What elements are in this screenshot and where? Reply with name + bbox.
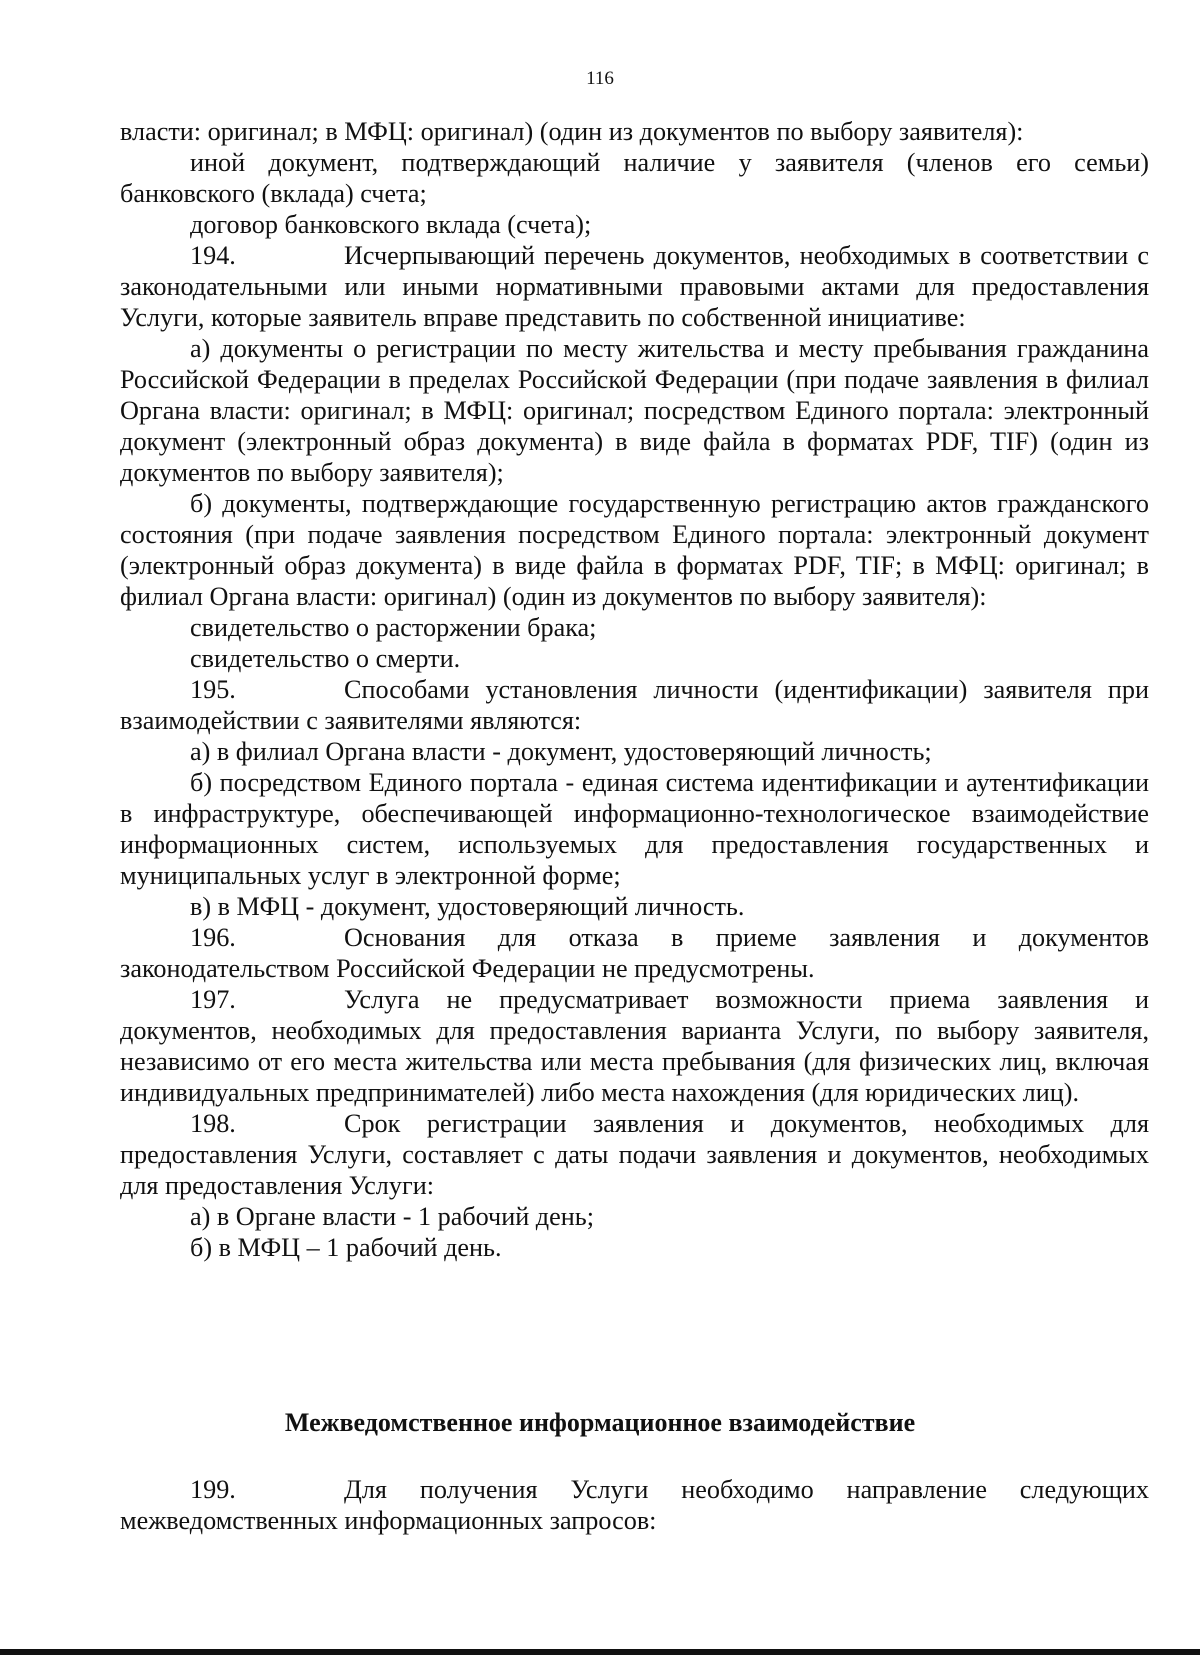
- numbered-paragraph-198: [120, 1108, 1149, 1201]
- paragraph-number: 199.: [190, 1475, 236, 1504]
- paragraph-text: Срок регистрации заявления и документов, необходимых для предоставления Услуги, составляет с даты подачи заявления и документов, необходимых для предоставления Услуги:: [120, 1109, 1149, 1200]
- paragraph: свидетельство о смерти.: [190, 644, 461, 673]
- paragraph: б) посредством Единого портала - единая система идентификации и аутентификации в инфраструктуре, обеспечивающей информационно-технологическое взаимодействие информационных систем, используемых для предоставления государственных и муниципальных услуг в электронной форме;: [120, 768, 1149, 890]
- body-text: [120, 116, 1149, 1263]
- section-heading: Межведомственное информационное взаимодействие: [284, 1408, 916, 1437]
- paragraph: в) в МФЦ - документ, удостоверяющий личность.: [190, 892, 745, 921]
- paragraph-number: 198.: [190, 1109, 236, 1138]
- paragraph-text: Для получения Услуги необходимо направление следующих межведомственных информационных запросов:: [120, 1475, 1149, 1535]
- paragraph: свидетельство о расторжении брака;: [190, 613, 597, 642]
- paragraph-number: 195.: [190, 675, 236, 704]
- paragraph: а) документы о регистрации по месту жительства и месту пребывания гражданина Российской Федерации в пределах Российской Федерации (при подаче заявления в филиал Органа власти: оригинал; в МФЦ: оригинал; посредством Единого портала: электронный документ (электронный образ документа) в виде файла в форматах PDF, TIF) (один из документов по выбору заявителя);: [120, 334, 1149, 487]
- numbered-paragraph-197: [120, 984, 1149, 1108]
- paragraph: власти: оригинал; в МФЦ: оригинал) (один из документов по выбору заявителя):: [120, 117, 1024, 146]
- numbered-paragraph-196: [120, 922, 1149, 984]
- paragraph: а) в филиал Органа власти - документ, удостоверяющий личность;: [190, 737, 932, 766]
- scan-bottom-edge: [0, 1649, 1200, 1655]
- paragraph: б) в МФЦ – 1 рабочий день.: [190, 1233, 502, 1262]
- paragraph: б) документы, подтверждающие государственную регистрацию актов гражданского состояния (при подаче заявления посредством Единого портала: электронный документ (электронный образ документа) в виде файла в форматах PDF, TIF; в МФЦ: оригинал; в филиал Органа власти: оригинал) (один из документов по выбору заявителя):: [120, 489, 1149, 611]
- paragraph-text: Исчерпывающий перечень документов, необходимых в соответствии с законодательными или иными нормативными правовыми актами для предоставления Услуги, которые заявитель вправе представить по собственной инициативе:: [120, 241, 1149, 332]
- paragraph-text: Способами установления личности (идентификации) заявителя при взаимодействии с заявителями являются:: [120, 675, 1149, 735]
- paragraph-text: Услуга не предусматривает возможности приема заявления и документов, необходимых для предоставления варианта Услуги, по выбору заявителя, независимо от его места жительства или места пребывания (для физических лиц, включая индивидуальных предпринимателей) либо места нахождения (для юридических лиц).: [120, 985, 1149, 1107]
- paragraph-number: 196.: [190, 923, 236, 952]
- paragraph-number: 197.: [190, 985, 236, 1014]
- paragraph-text: Основания для отказа в приеме заявления и документов законодательством Российской Федерации не предусмотрены.: [120, 923, 1149, 983]
- paragraph-number: 194.: [190, 241, 236, 270]
- section-body: [120, 1474, 1149, 1536]
- page-number: 116: [586, 68, 614, 89]
- paragraph: а) в Органе власти - 1 рабочий день;: [190, 1202, 594, 1231]
- paragraph: договор банковского вклада (счета);: [190, 210, 592, 239]
- numbered-paragraph-199: [120, 1474, 1149, 1536]
- numbered-paragraph-195: [120, 674, 1149, 736]
- numbered-paragraph-194: [120, 240, 1149, 333]
- paragraph: иной документ, подтверждающий наличие у заявителя (членов его семьи) банковского (вклада) счета;: [120, 148, 1149, 208]
